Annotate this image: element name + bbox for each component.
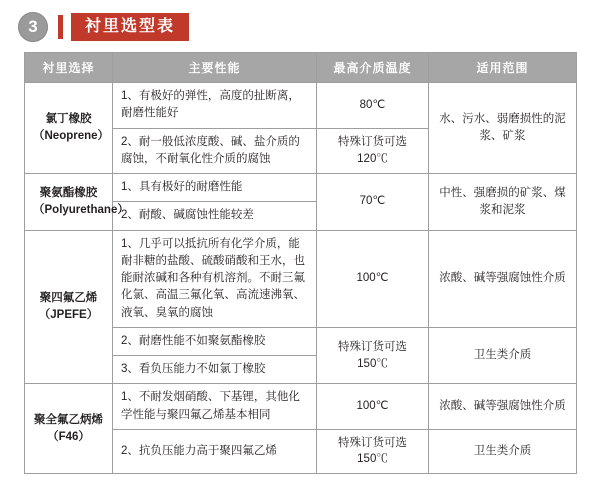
cell-lining-material: 氯丁橡胶 （Neoprene）	[25, 83, 113, 174]
column-header-max-temperature: 最高介质温度	[317, 53, 429, 83]
table-header-row	[25, 53, 577, 83]
column-header-performance: 主要性能	[113, 53, 317, 83]
table-body	[25, 83, 577, 474]
cell-max-temperature: 100℃	[317, 230, 429, 327]
cell-application-scope: 中性、强磨损的矿浆、煤浆和泥浆	[429, 174, 577, 231]
cell-lining-material: 聚四氟乙烯 （JPEFE）	[25, 230, 113, 384]
cell-lining-material: 聚氨酯橡胶 （Polyurethane）	[25, 174, 113, 231]
cell-performance: 1、有极好的弹性，高度的扯断离，耐磨性能好	[113, 83, 317, 129]
table-row	[25, 230, 577, 327]
cell-performance: 1、不耐发烟硝酸、下基锂，其他化学性能与聚四氟乙烯基本相同	[113, 384, 317, 430]
cell-application-scope: 水、污水、弱磨损性的泥浆、矿浆	[429, 83, 577, 174]
cell-max-temperature: 80℃	[317, 83, 429, 129]
cell-lining-material: 聚全氟乙炳烯 （F46）	[25, 384, 113, 474]
cell-performance: 2、耐磨性能不如聚氨酯橡胶	[113, 327, 317, 355]
column-header-application: 适用范围	[429, 53, 577, 83]
table-row	[25, 83, 577, 129]
cell-performance: 1、具有极好的耐磨性能	[113, 174, 317, 202]
lining-selection-table	[24, 52, 577, 474]
table-row	[25, 174, 577, 202]
cell-performance: 2、耐一般低浓度酸、碱、盐介质的腐蚀，不耐氧化性介质的腐蚀	[113, 128, 317, 174]
cell-application-scope: 卫生类介质	[429, 429, 577, 473]
title-accent-bar	[58, 15, 63, 39]
cell-application-scope: 卫生类介质	[429, 327, 577, 384]
cell-max-temperature: 70℃	[317, 174, 429, 231]
page-header	[0, 0, 600, 44]
cell-application-scope: 浓酸、碱等强腐蚀性介质	[429, 384, 577, 430]
step-number-badge: 3	[18, 12, 48, 42]
cell-max-temperature: 特殊订货可选150℃	[317, 429, 429, 473]
cell-performance: 2、抗负压能力高于聚四氟乙烯	[113, 429, 317, 473]
cell-performance: 3、看负压能力不如氯丁橡胶	[113, 356, 317, 384]
table-row	[25, 384, 577, 430]
page-title-wrap	[58, 13, 189, 41]
lining-table-wrap	[0, 44, 600, 474]
cell-max-temperature: 100℃	[317, 384, 429, 430]
column-header-lining: 衬里选择	[25, 53, 113, 83]
cell-max-temperature: 特殊订货可选150℃	[317, 327, 429, 384]
cell-performance: 1、几乎可以抵抗所有化学介质，能耐非糖的盐酸、硫酸硝酸和王水，也能耐浓碱和各种有机溶剂。不耐三氟化氯、高温三氟化氧、高流速沸氧、液氧、臭氧的腐蚀	[113, 230, 317, 327]
cell-performance: 2、耐酸、碱腐蚀性能较差	[113, 202, 317, 230]
cell-application-scope: 浓酸、碱等强腐蚀性介质	[429, 230, 577, 327]
page-title: 衬里选型表	[71, 13, 189, 41]
cell-max-temperature: 特殊订货可选120℃	[317, 128, 429, 174]
